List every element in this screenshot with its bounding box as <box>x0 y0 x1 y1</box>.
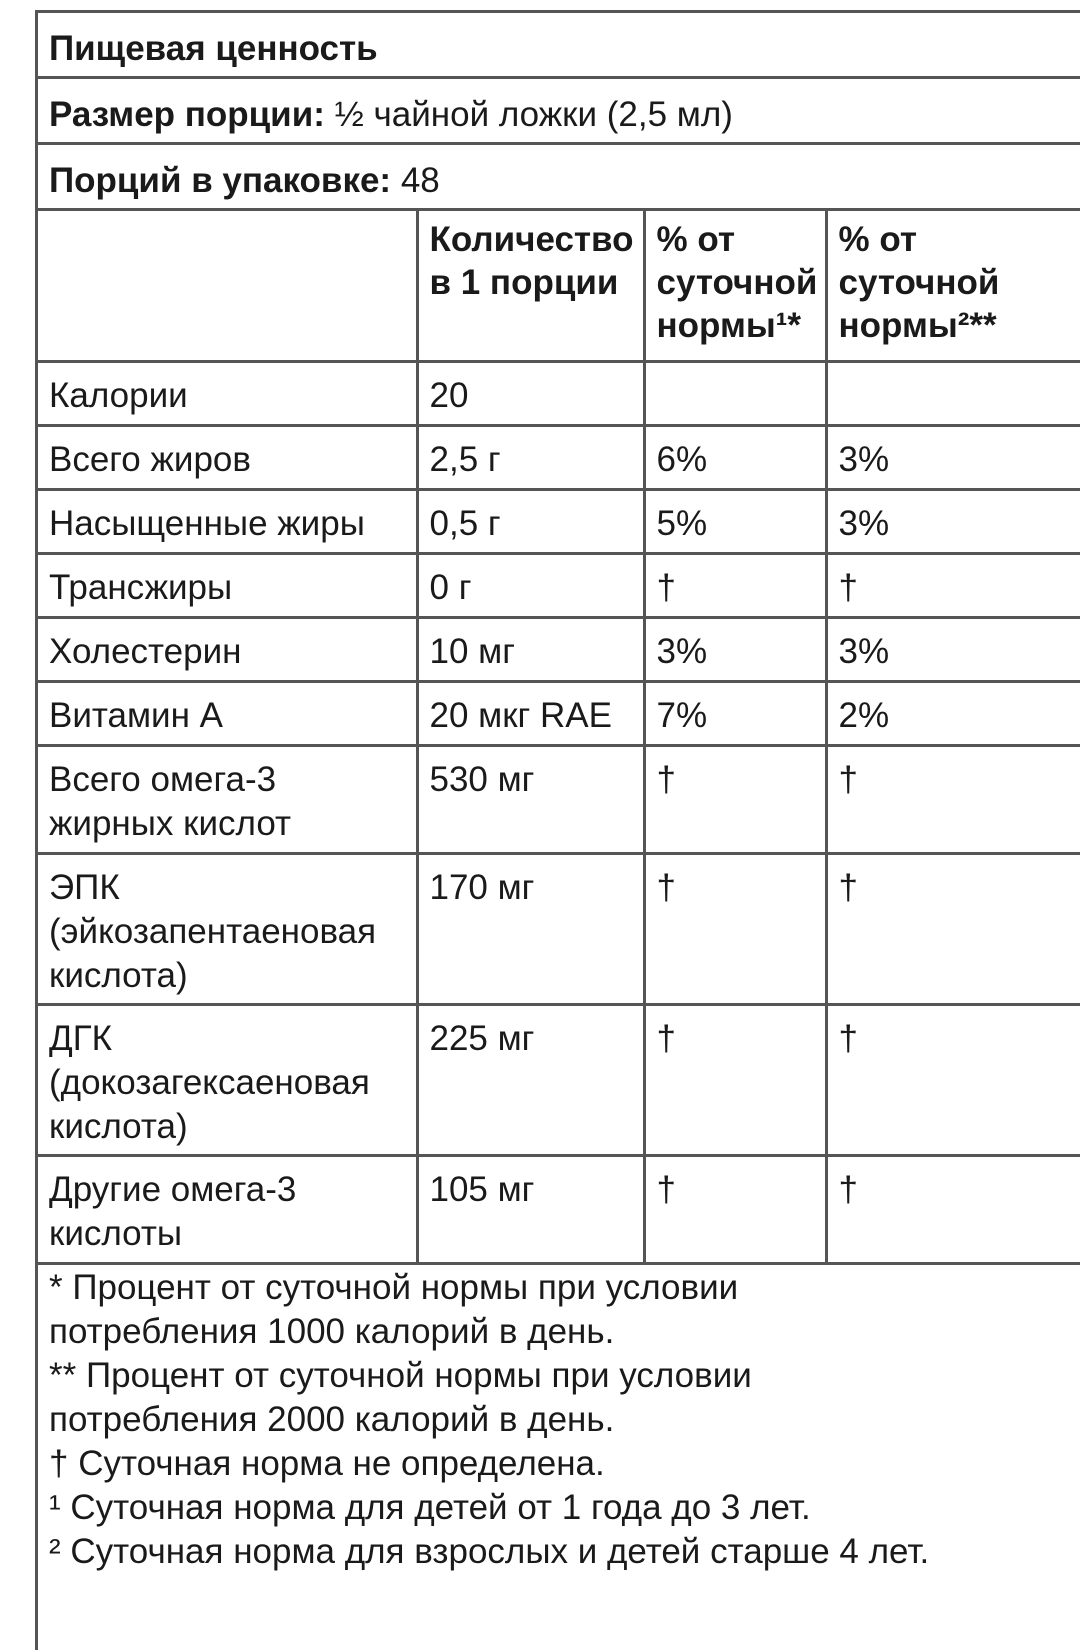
nutrient-dv2: 3% <box>826 425 1080 489</box>
nutrient-dv1: 3% <box>644 617 826 681</box>
header-cell-dv-adults: % от суточной нормы²** <box>826 211 1080 361</box>
nutrient-dv2: 3% <box>826 489 1080 553</box>
table-row <box>38 361 1080 425</box>
nutrient-dv2: † <box>826 1155 1080 1263</box>
nutrition-table <box>38 211 1080 1265</box>
footnote-line: ** Процент от суточной нормы при условии <box>49 1356 752 1395</box>
footnote-line: потребления 1000 калорий в день. <box>49 1312 615 1351</box>
nutrient-name: Всего жиров <box>38 425 417 489</box>
nutrient-name: ДГК (докозагексаеновая кислота) <box>38 1004 417 1155</box>
nutrient-name: Калории <box>38 361 417 425</box>
nutrient-amount: 170 мг <box>417 853 644 1004</box>
nutrient-amount: 0 г <box>417 553 644 617</box>
nutrient-dv2: † <box>826 553 1080 617</box>
nutrient-name: ЭПК (эйкозапентаеновая кислота) <box>38 853 417 1004</box>
footnote-line: ² Суточная норма для взрослых и детей старше 4 лет. <box>49 1532 930 1571</box>
footnote-line: потребления 2000 калорий в день. <box>49 1400 615 1439</box>
servings-per-container-row <box>38 145 1080 211</box>
table-row <box>38 553 1080 617</box>
nutrient-dv1: 6% <box>644 425 826 489</box>
nutrient-name: Витамин А <box>38 681 417 745</box>
nutrient-amount: 10 мг <box>417 617 644 681</box>
nutrient-dv1: † <box>644 853 826 1004</box>
footnote-line: ¹ Суточная норма для детей от 1 года до 3 лет. <box>49 1488 811 1527</box>
nutrition-facts-panel <box>35 10 1080 1650</box>
serving-size-label: Размер порции: <box>49 95 325 134</box>
nutrient-dv2: 2% <box>826 681 1080 745</box>
footnotes <box>49 1266 1069 1574</box>
footnote-line: † Суточная норма не определена. <box>49 1444 605 1483</box>
nutrient-amount: 2,5 г <box>417 425 644 489</box>
nutrient-dv2: † <box>826 745 1080 853</box>
nutrient-name: Трансжиры <box>38 553 417 617</box>
table-row <box>38 1004 1080 1155</box>
nutrient-dv1: † <box>644 553 826 617</box>
nutrient-dv2: † <box>826 1004 1080 1155</box>
table-row <box>38 853 1080 1004</box>
serving-size-value: ½ чайной ложки (2,5 мл) <box>334 95 733 134</box>
nutrient-dv1: † <box>644 745 826 853</box>
nutrition-title-row <box>38 13 1080 79</box>
table-row <box>38 681 1080 745</box>
nutrient-name: Всего омега-3 жирных кислот <box>38 745 417 853</box>
nutrient-dv1: † <box>644 1004 826 1155</box>
nutrient-dv1: † <box>644 1155 826 1263</box>
nutrient-dv1: 5% <box>644 489 826 553</box>
table-row <box>38 425 1080 489</box>
nutrient-dv2: † <box>826 853 1080 1004</box>
table-row <box>38 745 1080 853</box>
nutrient-dv2: 3% <box>826 617 1080 681</box>
nutrient-amount: 20 мкг RAE <box>417 681 644 745</box>
footnote-line: * Процент от суточной нормы при условии <box>49 1268 739 1307</box>
servings-label: Порций в упаковке: <box>49 161 392 200</box>
table-row <box>38 617 1080 681</box>
servings-value: 48 <box>400 161 440 200</box>
nutrient-name: Насыщенные жиры <box>38 489 417 553</box>
nutrient-amount: 105 мг <box>417 1155 644 1263</box>
serving-size-row <box>38 79 1080 145</box>
table-header-row <box>38 211 1080 361</box>
table-row <box>38 1155 1080 1263</box>
nutrient-dv2 <box>826 361 1080 425</box>
header-cell-amount: Количество в 1 порции <box>417 211 644 361</box>
nutrient-dv1: 7% <box>644 681 826 745</box>
nutrient-amount: 530 мг <box>417 745 644 853</box>
table-row <box>38 489 1080 553</box>
header-cell-dv-children: % от суточной нормы¹* <box>644 211 826 361</box>
nutrient-amount: 20 <box>417 361 644 425</box>
nutrient-name: Холестерин <box>38 617 417 681</box>
nutrient-dv1 <box>644 361 826 425</box>
nutrition-title: Пищевая ценность <box>49 29 378 68</box>
nutrient-amount: 225 мг <box>417 1004 644 1155</box>
nutrient-amount: 0,5 г <box>417 489 644 553</box>
nutrient-name: Другие омега-3 кислоты <box>38 1155 417 1263</box>
header-cell-nutrient <box>38 211 417 361</box>
